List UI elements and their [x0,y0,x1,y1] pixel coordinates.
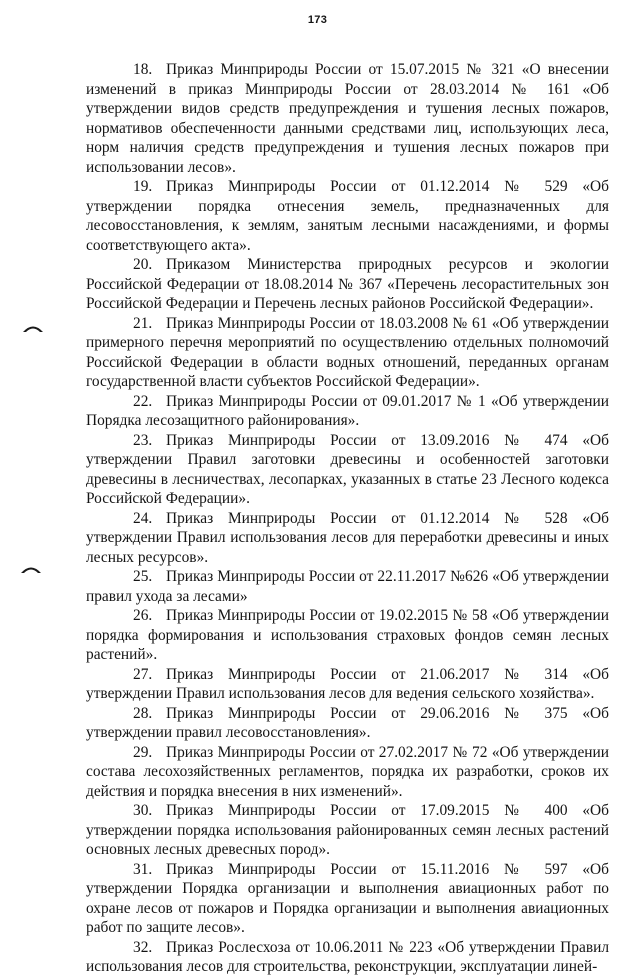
list-item [86,392,609,431]
list-item [86,606,609,665]
item-number: 24. [133,509,153,527]
item-number: 23. [133,431,153,449]
references-list [86,60,609,977]
binding-hole-mark-lower [20,564,42,574]
item-number: 25. [133,568,153,585]
item-text: Приказ Минприроды России от 15.11.2016 № 597 «Об утверждении Порядка организации и выполнения авиационных работ по охране лесов от пожаров и Порядка организации и выполнения авиационных работ по защите лесов». [86,860,609,936]
item-text: Приказ Минприроды России от 27.02.2017 № 72 «Об утверждении состава лесохозяйственных регламентов, порядка их разработки, сроков их действия и порядка внесения в них изменений». [86,743,609,800]
item-number: 20. [133,256,153,273]
item-text: Приказ Минприроды России от 13.09.2016 № 474 «Об утверждении Правил заготовки древесины и особенностей заготовки древесины в лесничествах, лесопарках, указанных в статье 23 Лесного кодекса Российской Федерации». [86,431,609,507]
item-number: 19. [133,178,153,195]
item-text: Приказ Минприроды России от 01.12.2014 № 529 «Об утверждении порядка отнесения земель, предназначенных для лесовосстановления, к землям, занятым лесными насаждениями, и формы соответствующего акта». [86,178,609,254]
list-item [86,431,609,509]
item-text: Приказ Минприроды России от 19.02.2015 № 58 «Об утверждении порядка формирования и использования страховых фондов семян лесных растений». [86,607,609,663]
list-item [86,801,609,860]
item-text: Приказом Министерства природных ресурсов и экологии Российской Федерации от 18.08.2014 № 367 «Перечень лесорастительных зон Российской Федерации и Перечень лесных районов Российской Федерации». [86,256,609,312]
item-number: 22. [133,392,153,410]
item-number: 28. [133,704,153,722]
list-item [86,177,609,255]
list-item [86,704,609,743]
item-text: Приказ Минприроды России от 29.06.2016 № 375 «Об утверждении правил лесовосстановления». [86,704,609,741]
item-number: 31. [133,860,153,878]
page-number: 173 [307,14,328,26]
list-item [86,255,609,314]
item-number: 27. [133,665,153,683]
item-text: Приказ Минприроды России от 01.12.2014 № 528 «Об утверждении Правил использования лесов для переработки древесины и иных лесных ресурсов». [86,509,609,566]
item-text: Приказ Минприроды России от 15.07.2015 № 321 «О внесении изменений в приказ Минприроды России от 28.03.2014 № 161 «Об утверждении видов средств предупреждения и тушения лесных пожаров, нормативов обеспеченности данными средствами лиц, использующих леса, норм наличия средств предупреждения и тушения лесных пожаров при использовании лесов». [86,61,609,176]
item-text: Приказ Минприроды России от 22.11.2017 №626 «Об утверждении правил ухода за лесами» [86,568,609,605]
item-text: Приказ Минприроды России от 21.06.2017 № 314 «Об утверждении Правил использования лесов для ведения сельского хозяйства». [86,665,609,702]
list-item [86,743,609,802]
list-item [86,860,609,938]
item-number: 26. [133,607,153,624]
item-text: Приказ Минприроды России от 09.01.2017 № 1 «Об утверждении Порядка лесозащитного районирования». [86,392,609,429]
list-item [86,938,609,977]
punch-mark-icon [22,323,44,333]
item-text: Приказ Минприроды России от 17.09.2015 № 400 «Об утверждении порядка использования районированных семян лесных растений основных лесных древесных пород». [86,802,609,858]
item-text: Приказ Минприроды России от 18.03.2008 № 61 «Об утверждении примерного перечня мероприятий по осуществлению отдельных полномочий Российской Федерации в области водных отношений, переданных органам государственной власти субъектов Российской Федерации». [86,314,609,390]
item-number: 30. [133,802,153,819]
item-number: 18. [133,61,153,78]
list-item [86,567,609,606]
list-item [86,60,609,177]
item-number: 29. [133,743,153,761]
item-number: 32. [133,938,153,956]
item-text: Приказ Рослесхоза от 10.06.2011 № 223 «Об утверждении Правил использования лесов для строительства, реконструкции, эксплуатации линей- [86,938,609,975]
item-number: 21. [133,314,153,332]
list-item [86,509,609,568]
list-item [86,665,609,704]
punch-mark-icon [20,564,42,574]
list-item [86,314,609,392]
binding-hole-mark-upper [22,323,44,333]
